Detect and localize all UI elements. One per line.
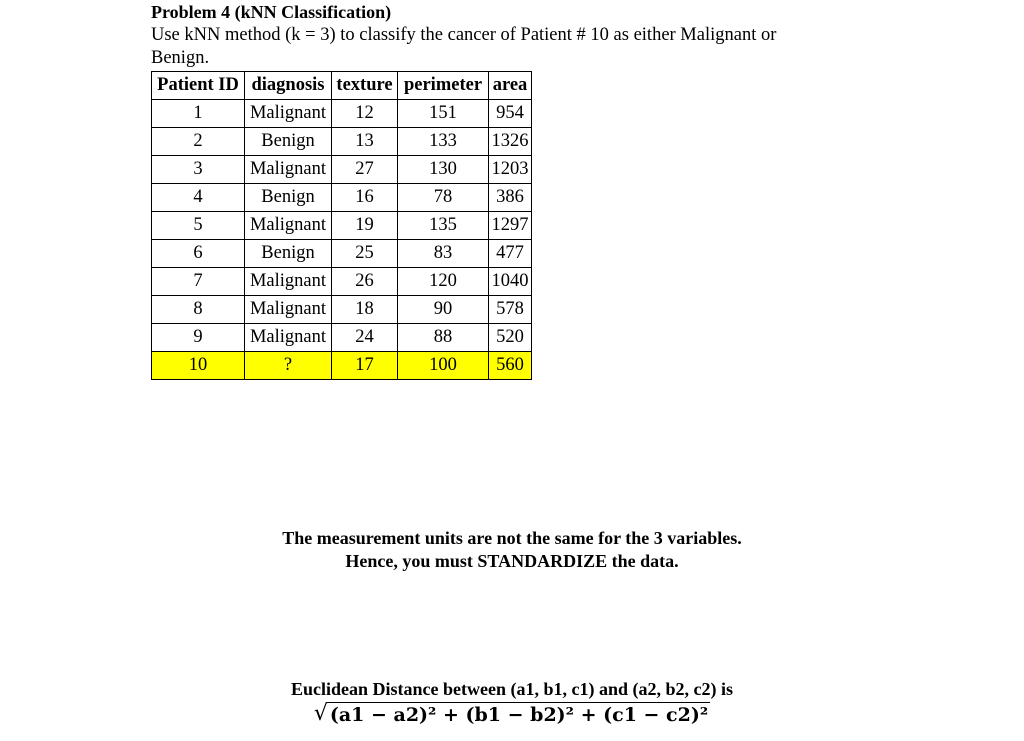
- cell-perimeter: 133: [398, 128, 489, 156]
- cell-area: 1040: [489, 268, 532, 296]
- cell-patient-id: 5: [152, 212, 245, 240]
- table-row: [152, 100, 532, 128]
- cell-perimeter: 90: [398, 296, 489, 324]
- cell-perimeter: 151: [398, 100, 489, 128]
- cell-diagnosis: Malignant: [245, 296, 332, 324]
- cell-texture: 27: [332, 156, 398, 184]
- cell-patient-id: 9: [152, 324, 245, 352]
- table-row: [152, 156, 532, 184]
- formula-label: Euclidean Distance between (a1, b1, c1) and (a2, b2, c2) is: [291, 679, 733, 699]
- cell-perimeter: 130: [398, 156, 489, 184]
- cell-perimeter: 100: [398, 352, 489, 380]
- cell-area: 1297: [489, 212, 532, 240]
- cell-patient-id: 3: [152, 156, 245, 184]
- table-row: [152, 240, 532, 268]
- patient-data-table: [151, 71, 532, 380]
- cell-texture: 18: [332, 296, 398, 324]
- note-line-1: The measurement units are not the same for the 3 variables.: [282, 528, 742, 548]
- table-row: [152, 184, 532, 212]
- header-area: area: [489, 72, 532, 100]
- radical-sign: √: [313, 701, 328, 726]
- problem-instruction: [151, 24, 873, 70]
- cell-area: 1203: [489, 156, 532, 184]
- cell-diagnosis: Benign: [245, 128, 332, 156]
- cell-area: 578: [489, 296, 532, 324]
- cell-texture: 17: [332, 352, 398, 380]
- euclidean-formula: [0, 701, 1024, 727]
- note-line-2: Hence, you must STANDARDIZE the data.: [345, 551, 679, 571]
- cell-area: 520: [489, 324, 532, 352]
- cell-diagnosis: Malignant: [245, 100, 332, 128]
- cell-perimeter: 78: [398, 184, 489, 212]
- cell-area: 560: [489, 352, 532, 380]
- cell-perimeter: 88: [398, 324, 489, 352]
- header-perimeter: perimeter: [398, 72, 489, 100]
- problem-title: Problem 4 (kNN Classification): [151, 2, 392, 22]
- cell-diagnosis: Benign: [245, 184, 332, 212]
- cell-diagnosis: Malignant: [245, 212, 332, 240]
- cell-diagnosis: Malignant: [245, 268, 332, 296]
- cell-patient-id: 4: [152, 184, 245, 212]
- cell-diagnosis: ?: [245, 352, 332, 380]
- header-diagnosis: diagnosis: [245, 72, 332, 100]
- cell-perimeter: 83: [398, 240, 489, 268]
- cell-patient-id: 10: [152, 352, 245, 380]
- cell-area: 1326: [489, 128, 532, 156]
- cell-patient-id: 2: [152, 128, 245, 156]
- cell-area: 477: [489, 240, 532, 268]
- instruction-line-1: Use kNN method (k = 3) to classify the cancer of Patient # 10 as either Malignant or: [151, 25, 777, 45]
- table-row: [152, 352, 532, 380]
- table-row: [152, 324, 532, 352]
- cell-diagnosis: Malignant: [245, 324, 332, 352]
- cell-texture: 26: [332, 268, 398, 296]
- cell-patient-id: 7: [152, 268, 245, 296]
- instruction-line-2: Benign.: [151, 48, 210, 68]
- cell-diagnosis: Benign: [245, 240, 332, 268]
- cell-patient-id: 1: [152, 100, 245, 128]
- cell-texture: 13: [332, 128, 398, 156]
- table-row: [152, 212, 532, 240]
- table-row: [152, 296, 532, 324]
- cell-texture: 19: [332, 212, 398, 240]
- table-row: [152, 128, 532, 156]
- cell-texture: 16: [332, 184, 398, 212]
- header-texture: texture: [332, 72, 398, 100]
- cell-texture: 25: [332, 240, 398, 268]
- square-root: [314, 701, 710, 727]
- cell-perimeter: 120: [398, 268, 489, 296]
- cell-texture: 24: [332, 324, 398, 352]
- cell-area: 386: [489, 184, 532, 212]
- cell-area: 954: [489, 100, 532, 128]
- cell-perimeter: 135: [398, 212, 489, 240]
- cell-diagnosis: Malignant: [245, 156, 332, 184]
- cell-texture: 12: [332, 100, 398, 128]
- cell-patient-id: 6: [152, 240, 245, 268]
- standardize-note: [0, 527, 1024, 573]
- cell-patient-id: 8: [152, 296, 245, 324]
- table-header-row: [152, 72, 532, 100]
- formula-expression: (a1 − a2)² + (b1 − b2)² + (c1 − c2)²: [329, 704, 709, 726]
- header-patient-id: Patient ID: [152, 72, 245, 100]
- table-row: [152, 268, 532, 296]
